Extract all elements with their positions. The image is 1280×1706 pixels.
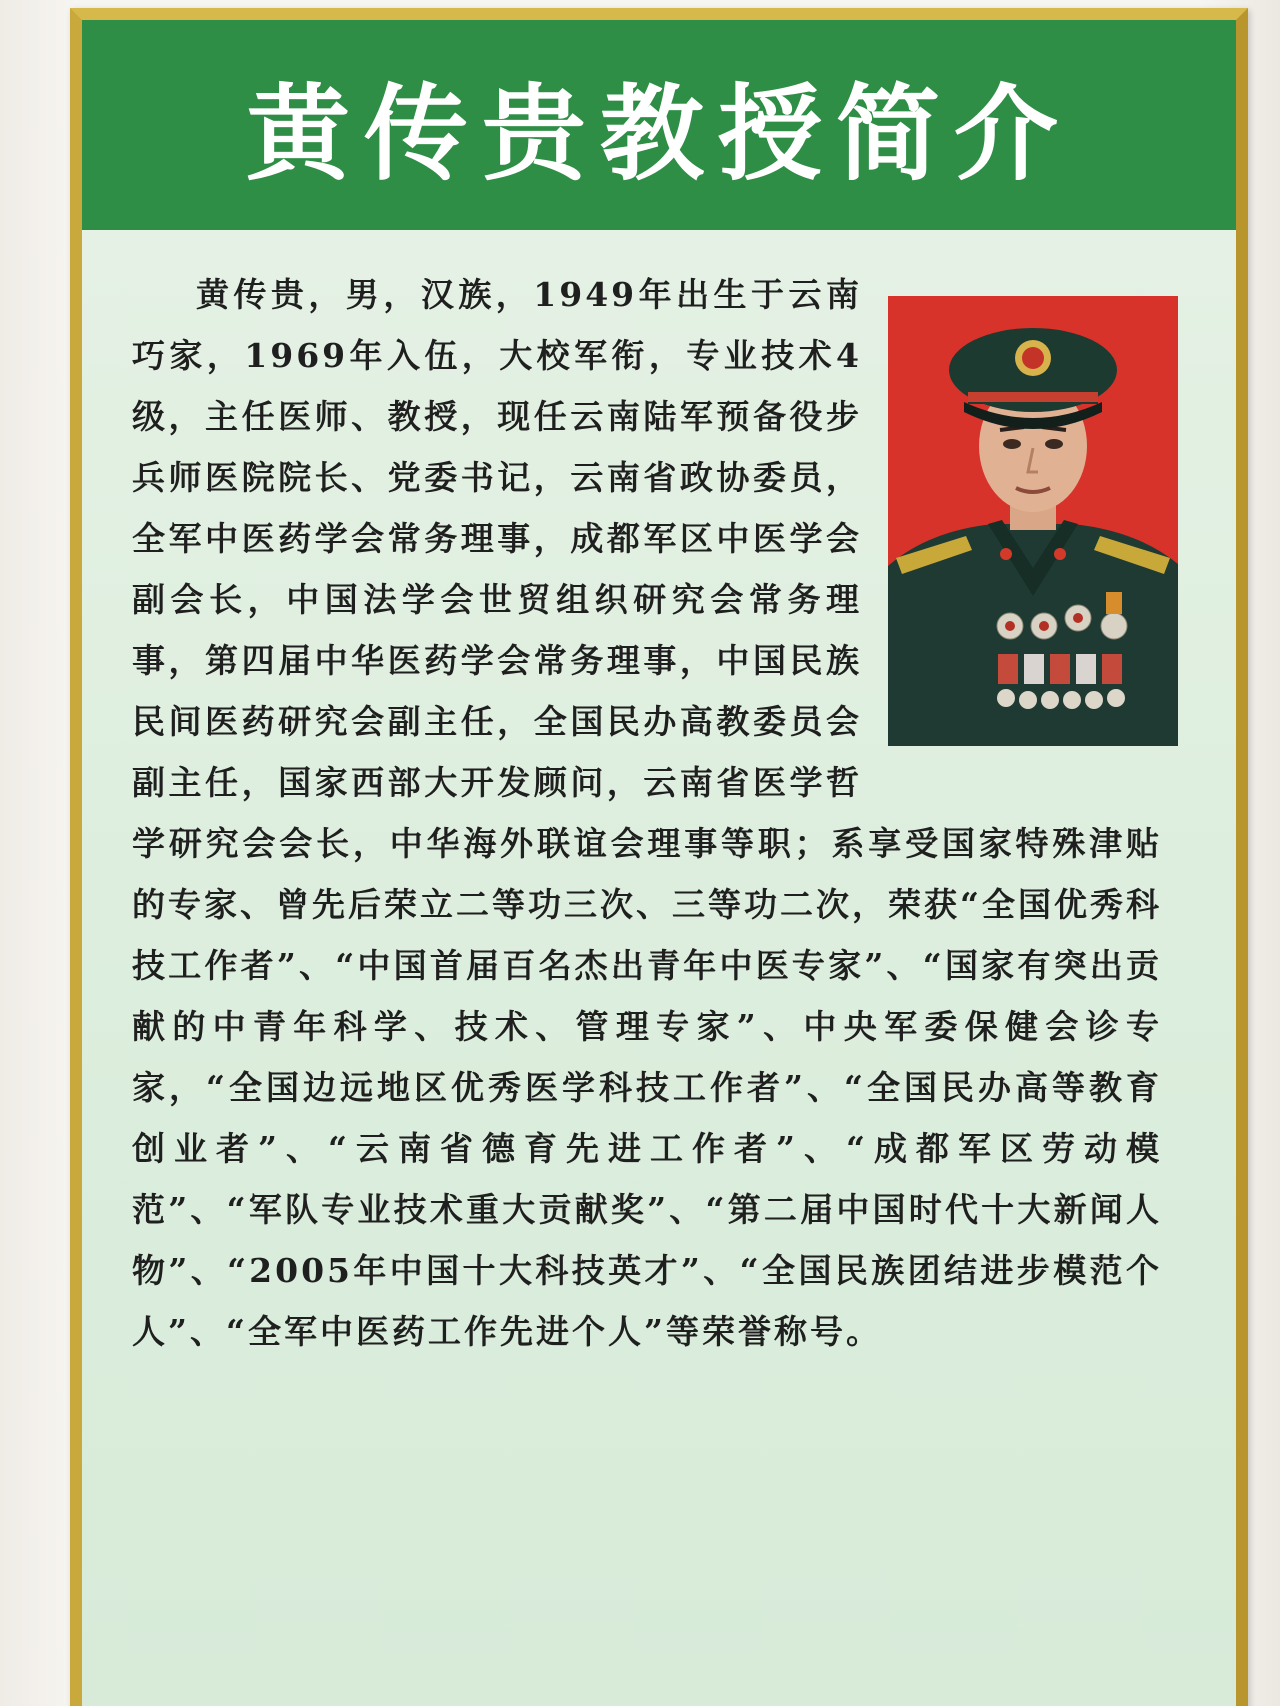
biography-content: 黄传贵，男，汉族，1949年出生于云南巧家，1969年入伍，大校军衔，专业技术4级，主任医师、教授，现任云南陆军预备役步兵师医院院长、党委书记，云南省政协委员，全军中医药学会常务理事，成都军区中医学会副会长，中国法学会世贸组织研究会常务理事，第四届中华医药学会常务理事，中国民族民间医药研究会副主任，全国民办高教委员会副主任，国家西部大开发顾问，云南省医学哲学研究会会长，中华海外联谊会理事等职；系享受国家特殊津贴的专家、曾先后荣立二等功三次、三等功二次，荣获“全国优秀科技工作者”、“中国首届百名杰出青年中医专家”、“国家有突出贡献的中青年科学、技术、管理专家”、中央军委保健会诊专家，“全国边远地区优秀医学科技工作者”、“全国民办高等教育创业者”、“云南省德育先进工作者”、“成都军区劳动模范”、“军队专业技术重大贡献奖”、“第二届中国时代十大新闻人物”、“2005年中国十大科技英才”、“全国民族团结进步模范个人”、“全军中医药工作先进个人”等荣誉称号。 (132, 275, 1162, 1351)
board-panel (82, 230, 1236, 1706)
board-title: 黄传贵教授简介 (245, 72, 1072, 195)
board-header (82, 20, 1236, 230)
biography-text (132, 264, 1162, 1362)
portrait-text-wrap-space (862, 264, 1162, 754)
display-board (70, 8, 1248, 1706)
